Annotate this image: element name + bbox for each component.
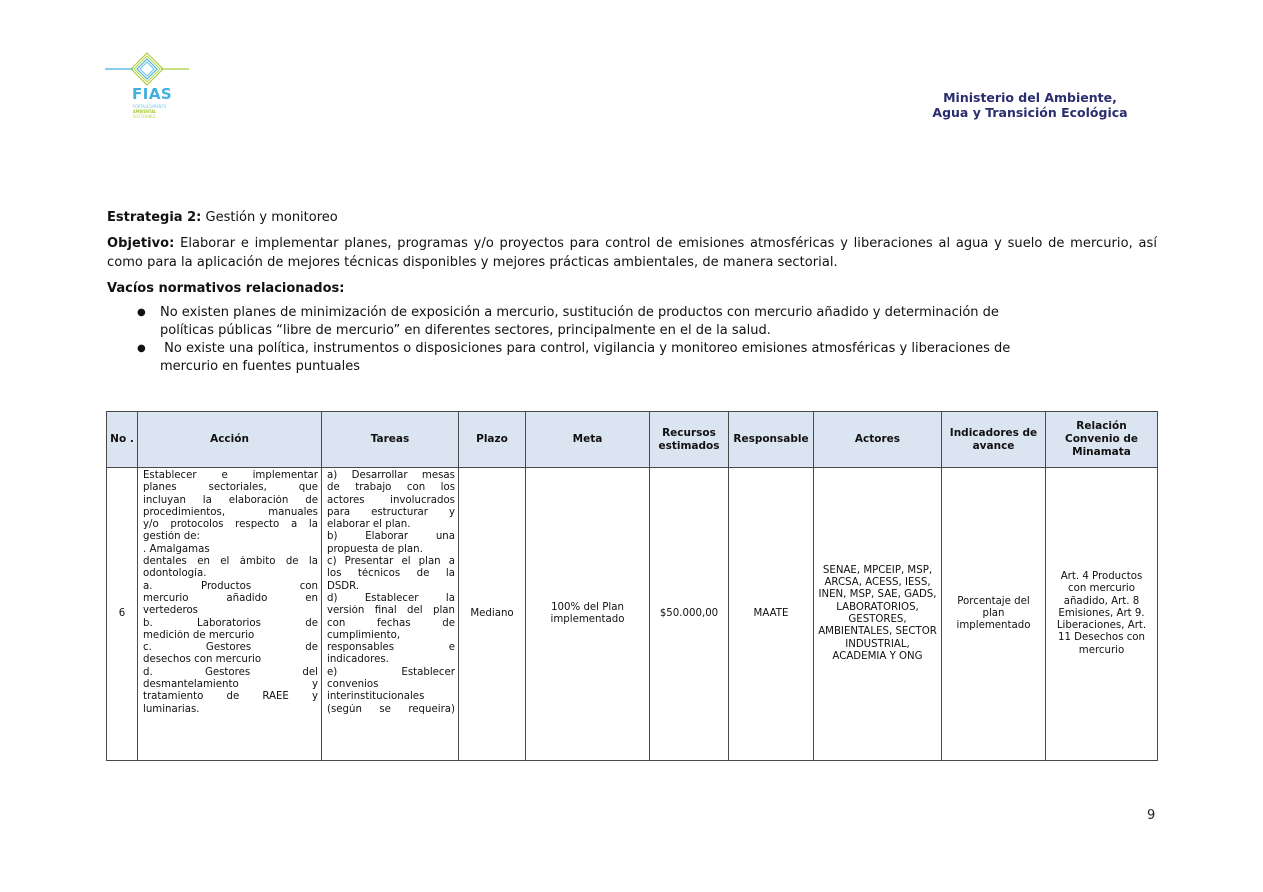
cell-text-line: de trabajo con los	[327, 482, 455, 494]
cell-text-line: propuesta de plan.	[327, 543, 423, 555]
cell-text-line: luminarias.	[143, 703, 200, 715]
cell-text-line: odontología.	[143, 568, 207, 580]
column-header-recursos: Recursos estimados	[650, 412, 729, 468]
cell-text-line: d. Gestores del	[143, 666, 318, 678]
objective-label: Objetivo:	[107, 236, 175, 251]
cell-text-line: actores involucrados	[327, 494, 455, 506]
cell-text-line: convenios	[327, 679, 379, 691]
cell-text-line: gestión de:	[143, 531, 200, 543]
cell-text-line: c) Presentar el plan a	[327, 556, 455, 568]
gap-item-line: No existen planes de minimización de exposición a mercurio, sustitución de productos con mercurio añadido y determinación de	[160, 305, 999, 320]
cell-accion	[138, 468, 322, 761]
cell-text-line: elaborar el plan.	[327, 519, 411, 531]
objective-value: Elaborar e implementar planes, programas y/o proyectos para control de emisiones atmosféricas y liberaciones al agua y suelo de mercurio, así como para la aplicación de mejores técnicas disponibles y mejores prácticas ambientales, de manera sectorial.	[107, 236, 1157, 270]
gap-item-line: mercurio en fuentes puntuales	[160, 359, 360, 374]
ministry-name-line-1: Ministerio del Ambiente,	[943, 90, 1117, 105]
cell-text-line: b) Elaborar una	[327, 531, 455, 543]
cell-text-line: medición de mercurio	[143, 629, 255, 641]
cell-indicadores: Porcentaje del plan implementado	[942, 468, 1046, 761]
objective-paragraph	[107, 234, 1157, 272]
column-header-relacion: Relación Convenio de Minamata	[1046, 412, 1158, 468]
cell-text-line: con fechas de	[327, 617, 455, 629]
table-header-row	[107, 412, 1158, 468]
cell-relacion: Art. 4 Productos con mercurio añadido, Art. 8 Emisiones, Art 9. Liberaciones, Art. 11 Desechos con mercurio	[1046, 468, 1158, 761]
cell-text-line: y/o protocolos respecto a la	[143, 519, 318, 531]
cell-text-line: interinstitucionales	[327, 691, 425, 703]
cell-text-line: planes sectoriales, que	[143, 482, 318, 494]
cell-recursos: $50.000,00	[650, 468, 729, 761]
cell-text-line: responsables e	[327, 642, 455, 654]
fias-logo-subtitle-3: SOSTENIBLE	[133, 114, 156, 119]
strategy-line	[107, 208, 1157, 227]
gaps-list	[107, 304, 1157, 376]
cell-text-line: para estructurar y	[327, 506, 455, 518]
column-header-plazo: Plazo	[459, 412, 526, 468]
cell-text-line: desechos con mercurio	[143, 654, 262, 666]
cell-text-line: dentales en el ámbito de la	[143, 556, 318, 568]
column-header-no: No .	[107, 412, 138, 468]
fias-logo-subtitle-1: FORTALECIMIENTO	[133, 104, 167, 109]
cell-text-line: . Amalgamas	[143, 543, 210, 555]
cell-text-line: Establecer e implementar	[143, 470, 318, 481]
cell-plazo: Mediano	[459, 468, 526, 761]
cell-text-line: incluyan la elaboración de	[143, 494, 318, 506]
gap-item-line: No existe una política, instrumentos o disposiciones para control, vigilancia y monitoreo emisiones atmosféricas y liberaciones de	[160, 341, 1011, 356]
ministry-logo	[925, 90, 1135, 120]
fias-logo-subtitle-2: AMBIENTAL	[133, 109, 157, 114]
cell-text-line: vertederos	[143, 605, 198, 617]
cell-meta: 100% del Plan implementado	[526, 468, 650, 761]
table-row	[107, 468, 1158, 761]
cell-text-line: desmantelamiento y	[143, 679, 318, 691]
cell-text-line: a. Productos con	[143, 580, 318, 592]
cell-text-line: d) Establecer la	[327, 592, 455, 604]
cell-text-line: indicadores.	[327, 654, 389, 666]
action-plan-table	[106, 411, 1158, 761]
cell-responsable: MAATE	[729, 468, 814, 761]
gaps-title: Vacíos normativos relacionados:	[107, 281, 345, 296]
column-header-actores: Actores	[814, 412, 942, 468]
fias-logo	[105, 52, 189, 126]
bullet-icon: ●	[137, 307, 146, 318]
cell-text-line: mercurio añadido en	[143, 592, 318, 604]
cell-text-line: cumplimiento,	[327, 629, 401, 641]
column-header-meta: Meta	[526, 412, 650, 468]
cell-text-line: b. Laboratorios de	[143, 617, 318, 629]
cell-text-line: (según se requeira)	[327, 703, 455, 715]
column-header-tareas: Tareas	[322, 412, 459, 468]
gaps-heading	[107, 279, 1157, 298]
cell-actores: SENAE, MPCEIP, MSP, ARCSA, ACESS, IESS, INEN, MSP, SAE, GADS, LABORATORIOS, GESTORES, AMBIENTALES, SECTOR INDUSTRIAL, ACADEMIA Y ONG	[814, 468, 942, 761]
cell-tareas	[322, 468, 459, 761]
strategy-label: Estrategia 2:	[107, 210, 202, 225]
cell-text-line: procedimientos, manuales	[143, 506, 318, 518]
fias-diamond-emblem-icon	[105, 52, 189, 88]
column-header-accion: Acción	[138, 412, 322, 468]
page-number: 9	[1147, 808, 1156, 823]
fias-logo-text: FIAS	[132, 85, 173, 103]
cell-text-line: los técnicos de la	[327, 568, 455, 580]
cell-text-line: tratamiento de RAEE y	[143, 691, 318, 703]
gap-item	[107, 340, 1157, 376]
column-header-responsable: Responsable	[729, 412, 814, 468]
bullet-icon: ●	[137, 343, 146, 354]
document-body	[107, 208, 1157, 376]
cell-text-line: e) Establecer	[327, 666, 455, 678]
ministry-name-line-2: Agua y Transición Ecológica	[932, 105, 1128, 120]
cell-text-line: a) Desarrollar mesas	[327, 470, 455, 481]
cell-text-line: c. Gestores de	[143, 642, 318, 654]
cell-text-line: DSDR.	[327, 580, 360, 592]
gap-item	[107, 304, 1157, 340]
column-header-indicadores: Indicadores de avance	[942, 412, 1046, 468]
gap-item-line: políticas públicas “libre de mercurio” en diferentes sectores, principalmente en el de la salud.	[160, 323, 771, 338]
cell-no: 6	[107, 468, 138, 761]
cell-text-line: versión final del plan	[327, 605, 455, 617]
strategy-value: Gestión y monitoreo	[201, 210, 338, 225]
